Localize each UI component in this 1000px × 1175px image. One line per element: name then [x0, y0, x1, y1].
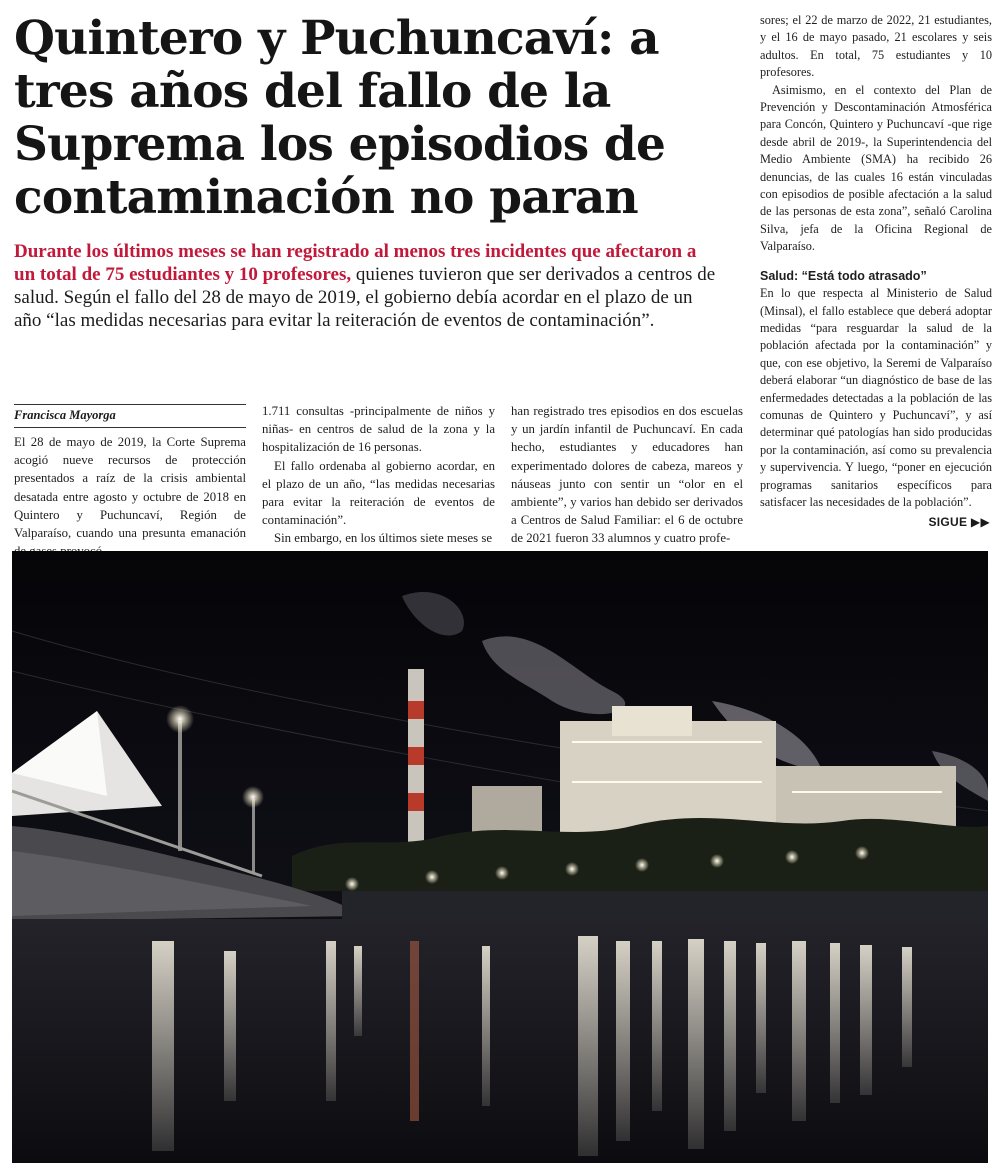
body-column-1: [14, 433, 246, 560]
lede-rest: quienes tuvieron que ser derivados a centros de salud. Según el fallo del 28 de mayo de 2019, el gobierno debía acordar en el plazo de un año “las medidas necesarias para evitar la reiteración de eventos de contaminación”.: [14, 264, 716, 331]
photo-illustration: [12, 551, 988, 1163]
col4-subhead: Salud: “Está todo atrasado”: [760, 268, 927, 283]
body-column-4: [760, 12, 992, 511]
col4-paragraph-2: Asimismo, en el contexto del Plan de Prevención y Descontaminación Atmosférica para Concón, Quintero y Puchuncaví -que rige desde abril de 2019-, la Superintendencia del Medio Ambiente (SMA) ha recibido 26 denuncias, de las cuales 16 están vinculadas con episodios de posible afectación a la salud de las personas de esta zona”, señaló Carolina Silva, jefa de la Oficina Regional de Valparaíso.: [760, 82, 992, 254]
body-column-3: [511, 402, 743, 548]
col3-paragraph: han registrado tres episodios en dos escuelas y un jardín infantil de Puchuncaví. En cada hecho, estudiantes y educadores han experimentado dolores de cabeza, mareos y náuseas junto con sentir un “olor en el ambiente”, y varios han debido ser derivados a Centros de Salud Familiar: el 6 de octubre de 2021 fueron 33 alumnos y cuatro profe-: [511, 404, 743, 546]
body-column-2: [262, 402, 495, 548]
col4-paragraph-1: sores; el 22 de marzo de 2022, 21 estudiantes, y el 16 de mayo pasado, 21 escolares y seis adultos. En total, 75 estudiantes y 10 profesores.: [760, 13, 992, 80]
lede: [14, 240, 719, 332]
headline: Quintero y Puchuncaví: a tres años del fallo de la Suprema los episodios de contaminación no paran: [14, 11, 666, 225]
col1-paragraph: El 28 de mayo de 2019, la Corte Suprema acogió nueve recursos de protección presentados a raíz de la crisis ambiental desatada entre agosto y octubre de 2018 en Quintero y Puchuncaví, Región de Valparaíso, cuando una presunta emanación: [14, 435, 246, 541]
byline: Francisca Mayorga: [14, 404, 246, 428]
lede-highlight: Durante los últimos meses se han registrado al menos tres incidentes que afectaron a un total de 75 estudiantes y 10 profesores,: [14, 241, 697, 285]
col2-paragraph-3: Sin embargo, en los últimos siete meses se: [274, 531, 492, 546]
col2-paragraph-1: 1.711 consultas -principalmente de niños y niñas- en centros de salud de la zona y la hospitalización de 16 personas.: [262, 404, 495, 455]
col2-paragraph-2: El fallo ordenaba al gobierno acordar, en el plazo de un año, “las medidas necesarias para evitar la reiteración de eventos de contaminación”.: [262, 458, 495, 528]
col4-paragraph-3: En lo que respecta al Ministerio de Salud (Minsal), el fallo establece que deberá adoptar medidas “para resguardar la salud de la población afectada por la contaminación” y que, con ese objetivo, la Seremi de Valparaíso deberá elaborar “un diagnóstico de base de las enfermedades detectadas a la población de las comunas de Quintero y Puchuncaví”, y así determinar qué patologías han sido producidas por la contaminación, así como su prevalencia y supervivencia. Y luego, “poner en ejecución programas sanitarios específicos para satisfacer las necesidades de la población”.: [760, 286, 992, 509]
night-industrial-photo: [12, 551, 988, 1163]
continue-marker: SIGUE ▶▶: [928, 515, 990, 529]
